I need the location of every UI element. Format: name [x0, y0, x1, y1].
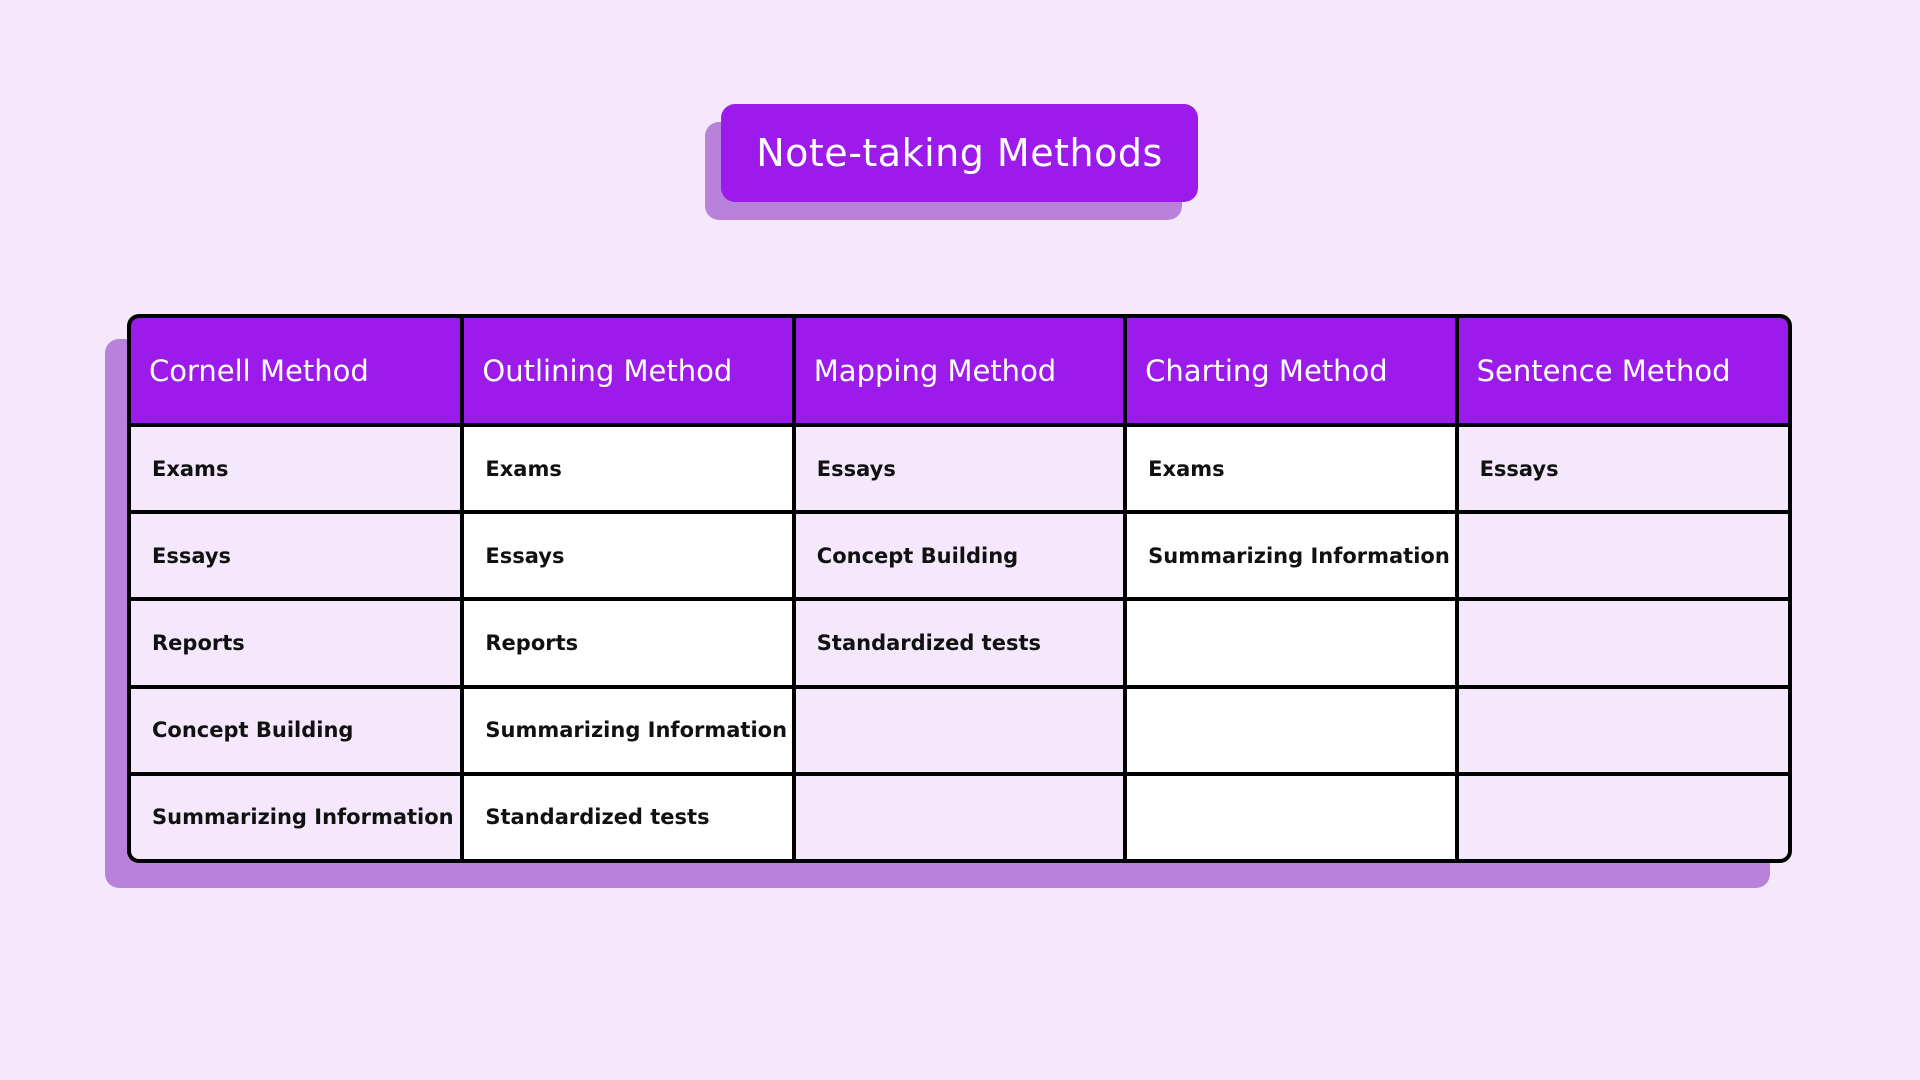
table-cell: Concept Building	[794, 512, 1125, 599]
title-banner	[721, 104, 1198, 202]
table-cell	[794, 774, 1125, 859]
table-header-row	[131, 318, 1788, 425]
table-cell	[794, 687, 1125, 774]
table-cell	[1125, 687, 1456, 774]
methods-table	[127, 314, 1792, 863]
table-cell	[1457, 687, 1788, 774]
page-title: Note-taking Methods	[756, 131, 1163, 175]
table-cell: Essays	[462, 512, 793, 599]
table-cell	[1457, 599, 1788, 686]
table-cell: Summarizing Information	[1125, 512, 1456, 599]
header-sentence-method: Sentence Method	[1457, 318, 1788, 425]
table-cell: Exams	[1125, 425, 1456, 512]
header-charting-method: Charting Method	[1125, 318, 1456, 425]
header-cornell-method: Cornell Method	[131, 318, 462, 425]
table-row	[131, 599, 1788, 686]
table-cell: Exams	[462, 425, 793, 512]
table-cell: Standardized tests	[794, 599, 1125, 686]
table-cell: Reports	[131, 599, 462, 686]
table-cell	[1125, 599, 1456, 686]
table-cell: Concept Building	[131, 687, 462, 774]
table-row	[131, 774, 1788, 859]
table-cell	[1457, 512, 1788, 599]
table-cell: Essays	[1457, 425, 1788, 512]
table-cell: Exams	[131, 425, 462, 512]
table-cell	[1457, 774, 1788, 859]
header-mapping-method: Mapping Method	[794, 318, 1125, 425]
table-cell: Summarizing Information	[131, 774, 462, 859]
table-cell: Essays	[794, 425, 1125, 512]
table-cell	[1125, 774, 1456, 859]
table-cell: Standardized tests	[462, 774, 793, 859]
table-row	[131, 512, 1788, 599]
table-cell: Reports	[462, 599, 793, 686]
header-outlining-method: Outlining Method	[462, 318, 793, 425]
table-row	[131, 687, 1788, 774]
table-row	[131, 425, 1788, 512]
table-cell: Summarizing Information	[462, 687, 793, 774]
table-cell: Essays	[131, 512, 462, 599]
